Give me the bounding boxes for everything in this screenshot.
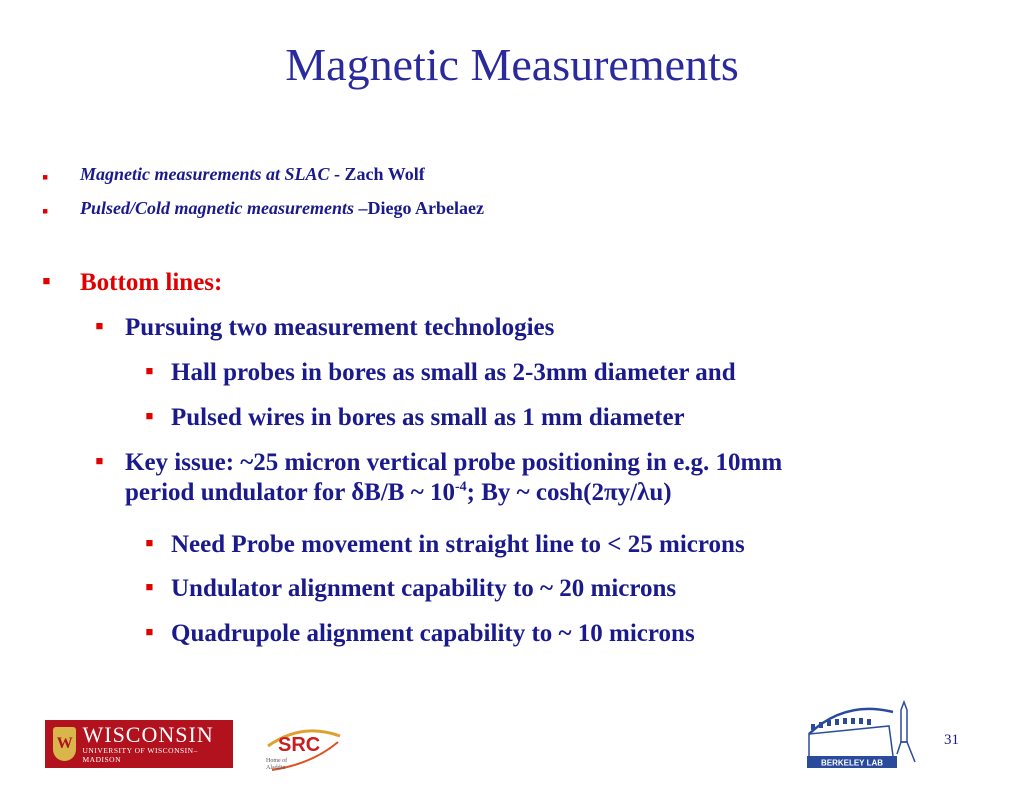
wisconsin-logo (45, 720, 233, 768)
bullet-marker: ▪ (95, 448, 104, 475)
src-wordmark: SRC (278, 734, 321, 756)
wisconsin-wordmark: WISCONSIN (82, 722, 214, 747)
berkeley-lab-logo (805, 700, 920, 772)
bullet-quadrupole-alignment: Quadrupole alignment capability to ~ 10 microns (171, 620, 695, 647)
ref-author: –Diego Arbelaez (354, 198, 484, 218)
slide-title: Magnetic Measurements (285, 39, 739, 90)
bullet-marker: ▪ (145, 619, 154, 646)
ref-item-pulsed (80, 198, 484, 220)
ref-title: Pulsed/Cold magnetic measurements (80, 198, 355, 218)
bullet-marker: ▪ (42, 201, 49, 221)
bullet-key-issue (125, 448, 965, 508)
bottom-lines-heading: Bottom lines: (80, 269, 223, 296)
bullet-pursuing: Pursuing two measurement technologies (125, 314, 555, 341)
bullet-marker: ▪ (145, 574, 154, 601)
bullet-marker: ▪ (42, 167, 49, 187)
key-issue-line1: Key issue: ~25 micron vertical probe positioning in e.g. 10mm (125, 449, 783, 476)
bullet-marker: ▪ (145, 530, 154, 557)
ref-item-slac (80, 164, 425, 186)
bullet-undulator-alignment: Undulator alignment capability to ~ 20 microns (171, 575, 677, 602)
bullet-marker: ▪ (145, 403, 154, 430)
bullet-marker: ▪ (42, 268, 51, 295)
bullet-marker: ▪ (145, 358, 154, 385)
ref-author: - Zach Wolf (329, 164, 425, 184)
crest-icon: W (53, 727, 76, 761)
exponent: -4 (454, 479, 467, 495)
bullet-hall-probes: Hall probes in bores as small as 2-3mm diameter and (171, 359, 736, 386)
src-sub-line1: Home of (266, 758, 288, 764)
key-issue-text: period undulator for δB/B ~ 10 (125, 479, 455, 506)
ref-title: Magnetic measurements at SLAC (80, 164, 330, 184)
wisconsin-subtitle: UNIVERSITY OF WISCONSIN–MADISON (82, 746, 198, 764)
page-number: 31 (944, 732, 959, 748)
berkeley-wordmark: BERKELEY LAB (820, 758, 884, 768)
src-sub-line2: Aladdin (266, 765, 286, 771)
src-logo (262, 724, 344, 774)
bullet-probe-movement: Need Probe movement in straight line to < 25 microns (171, 531, 745, 558)
bullet-marker: ▪ (95, 313, 104, 340)
key-issue-formula: ; By ~ cosh(2πy/λu) (466, 479, 672, 506)
bullet-pulsed-wires: Pulsed wires in bores as small as 1 mm diameter (171, 404, 685, 431)
key-issue-line2 (125, 478, 965, 508)
